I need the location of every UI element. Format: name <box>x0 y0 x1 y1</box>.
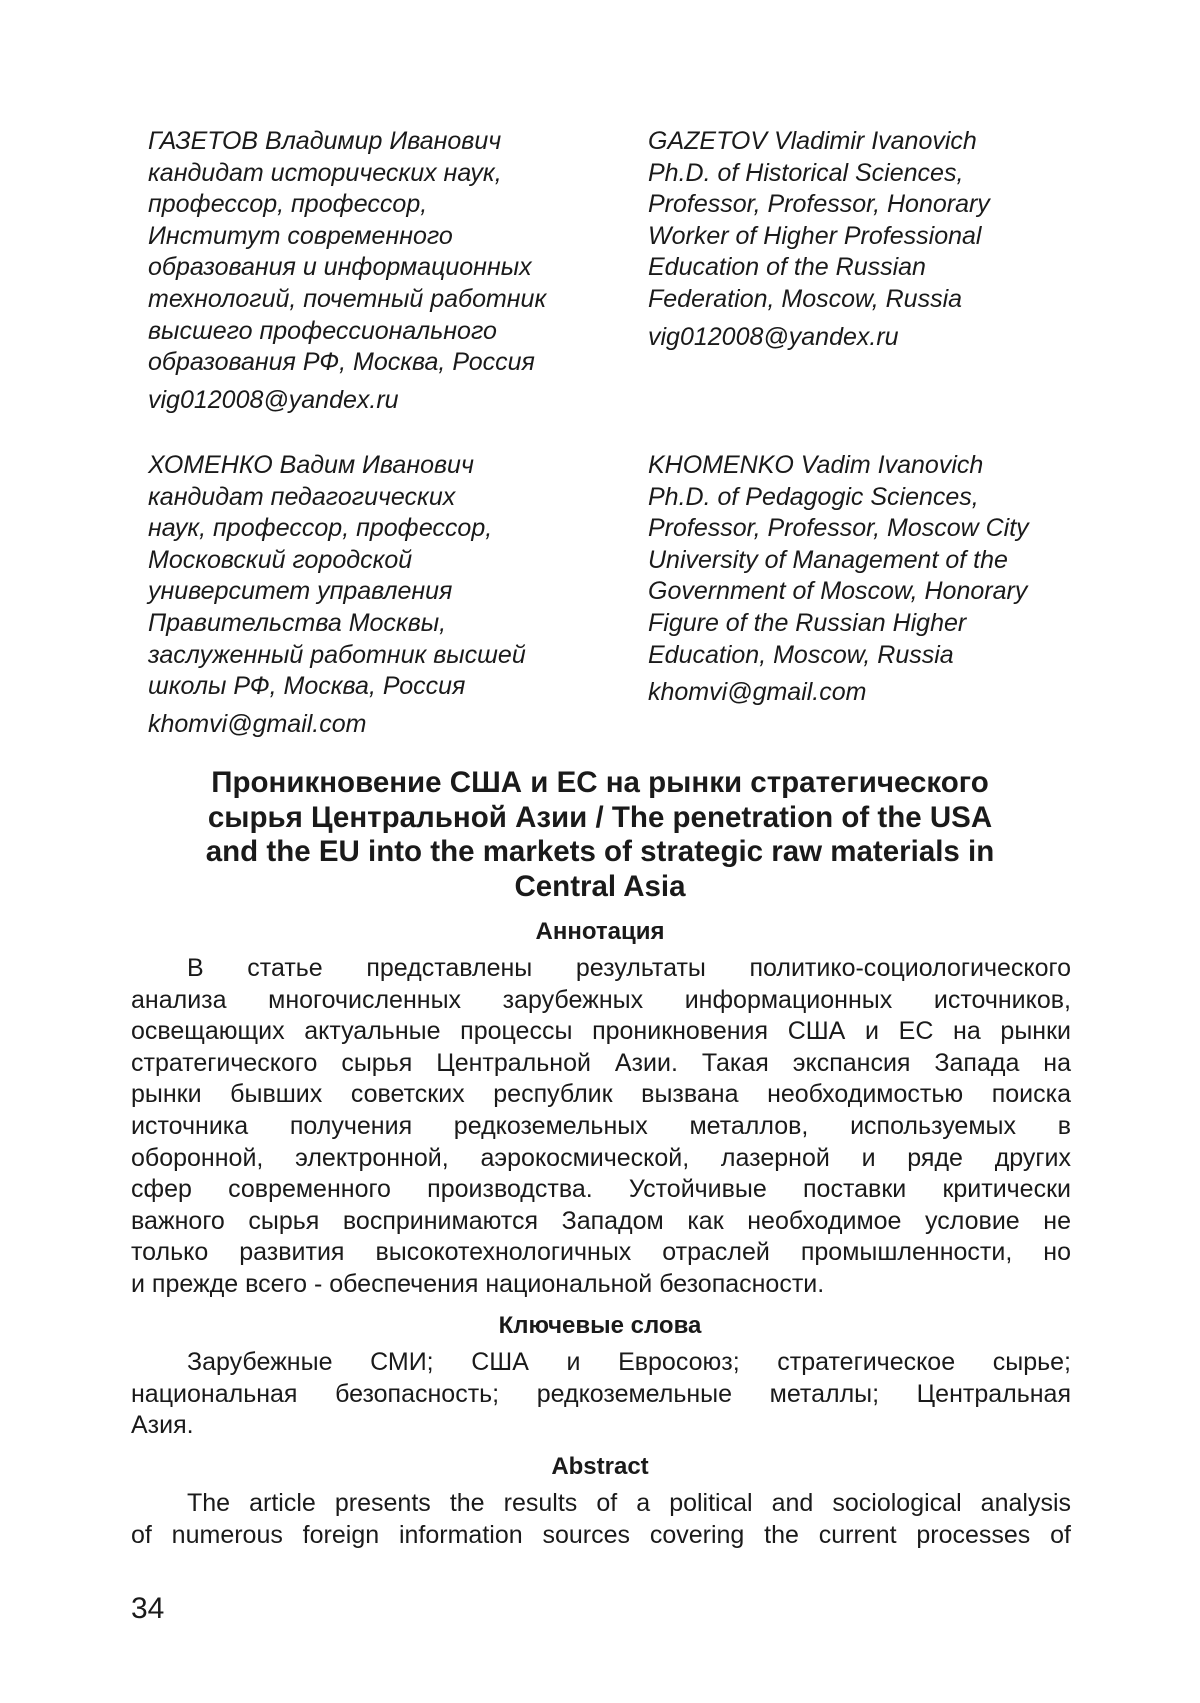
page-number: 34 <box>131 1592 164 1626</box>
annotation-heading: Аннотация <box>130 918 1070 946</box>
author-name: KHOMENKO Vadim Ivanovich <box>648 450 1068 482</box>
keywords-heading: Ключевые слова <box>130 1312 1070 1340</box>
title-line: Central Asia <box>130 870 1070 905</box>
author-affiliation-line: Government of Moscow, Honorary <box>648 576 1068 608</box>
annotation-line: рынки бывших советских республик вызвана необходимостью поиска <box>131 1079 1071 1111</box>
annotation-line: источника получения редкоземельных металлов, используемых в <box>131 1111 1071 1143</box>
author-block-khomenko <box>148 450 1068 740</box>
annotation-body <box>131 953 1071 1301</box>
abstract-body <box>131 1488 1071 1551</box>
author-affiliation-line: Ph.D. of Pedagogic Sciences, <box>648 482 1068 514</box>
keywords-line: Азия. <box>131 1410 1071 1442</box>
title-line: and the EU into the markets of strategic raw materials in <box>130 835 1070 870</box>
annotation-line: важного сырья воспринимаются Западом как необходимое условие не <box>131 1206 1071 1238</box>
author-affiliation-line: университет управления <box>148 576 578 608</box>
author-affiliation-line: Professor, Professor, Honorary <box>648 189 1068 221</box>
annotation-line: анализа многочисленных зарубежных информационных источников, <box>131 985 1071 1017</box>
title-line: сырья Центральной Азии / The penetration of the USA <box>130 801 1070 836</box>
author-affiliation-line: технологий, почетный работник <box>148 284 578 316</box>
author-name: ХОМЕНКО Вадим Иванович <box>148 450 578 482</box>
author-affiliation-line: Professor, Professor, Moscow City <box>648 513 1068 545</box>
abstract-heading: Abstract <box>130 1453 1070 1481</box>
author-email[interactable]: vig012008@yandex.ru <box>148 385 578 417</box>
author-name: ГАЗЕТОВ Владимир Иванович <box>148 126 578 158</box>
author-affiliation-line: школы РФ, Москва, Россия <box>148 671 578 703</box>
annotation-line: сфер современного производства. Устойчивые поставки критически <box>131 1174 1071 1206</box>
annotation-line: и прежде всего - обеспечения национальной безопасности. <box>131 1269 1071 1301</box>
keywords-line: национальная безопасность; редкоземельные металлы; Центральная <box>131 1379 1071 1411</box>
author-affiliation-line: Правительства Москвы, <box>148 608 578 640</box>
author-affiliation-line: наук, профессор, профессор, <box>148 513 578 545</box>
author-affiliation-line: Worker of Higher Professional <box>648 221 1068 253</box>
author-affiliation-line: образования и информационных <box>148 252 578 284</box>
author-affiliation-line: высшего профессионального <box>148 316 578 348</box>
author-affiliation-line: Federation, Moscow, Russia <box>648 284 1068 316</box>
author-affiliation-line: заслуженный работник высшей <box>148 640 578 672</box>
author-info-ru <box>148 126 578 416</box>
author-email[interactable]: vig012008@yandex.ru <box>648 322 1068 354</box>
author-affiliation-line: Education of the Russian <box>648 252 1068 284</box>
author-affiliation-line: профессор, профессор, <box>148 189 578 221</box>
author-affiliation-line: Ph.D. of Historical Sciences, <box>648 158 1068 190</box>
author-affiliation-line: Московский городской <box>148 545 578 577</box>
author-block-gazetov <box>148 126 1068 416</box>
annotation-line: только развития высокотехнологичных отраслей промышленности, но <box>131 1237 1071 1269</box>
annotation-line: стратегического сырья Центральной Азии. Такая экспансия Запада на <box>131 1048 1071 1080</box>
keywords-body <box>131 1347 1071 1442</box>
author-affiliation-line: Институт современного <box>148 221 578 253</box>
author-info-en <box>648 450 1068 740</box>
author-info-en <box>648 126 1068 416</box>
author-affiliation-line: University of Management of the <box>648 545 1068 577</box>
author-email[interactable]: khomvi@gmail.com <box>648 677 1068 709</box>
title-line: Проникновение США и ЕС на рынки стратегического <box>130 766 1070 801</box>
abstract-line: The article presents the results of a political and sociological analysis <box>131 1488 1071 1520</box>
author-info-ru <box>148 450 578 740</box>
annotation-line: оборонной, электронной, аэрокосмической, лазерной и ряде других <box>131 1143 1071 1175</box>
author-email[interactable]: khomvi@gmail.com <box>148 709 578 741</box>
author-affiliation-line: образования РФ, Москва, Россия <box>148 347 578 379</box>
author-affiliation-line: Figure of the Russian Higher <box>648 608 1068 640</box>
keywords-line: Зарубежные СМИ; США и Евросоюз; стратегическое сырье; <box>131 1347 1071 1379</box>
author-affiliation-line: Education, Moscow, Russia <box>648 640 1068 672</box>
article-title <box>130 766 1070 904</box>
author-affiliation-line: кандидат исторических наук, <box>148 158 578 190</box>
abstract-line: of numerous foreign information sources covering the current processes of <box>131 1520 1071 1552</box>
author-name: GAZETOV Vladimir Ivanovich <box>648 126 1068 158</box>
author-affiliation-line: кандидат педагогических <box>148 482 578 514</box>
annotation-line: освещающих актуальные процессы проникновения США и ЕС на рынки <box>131 1016 1071 1048</box>
annotation-line: В статье представлены результаты политико-социологического <box>131 953 1071 985</box>
